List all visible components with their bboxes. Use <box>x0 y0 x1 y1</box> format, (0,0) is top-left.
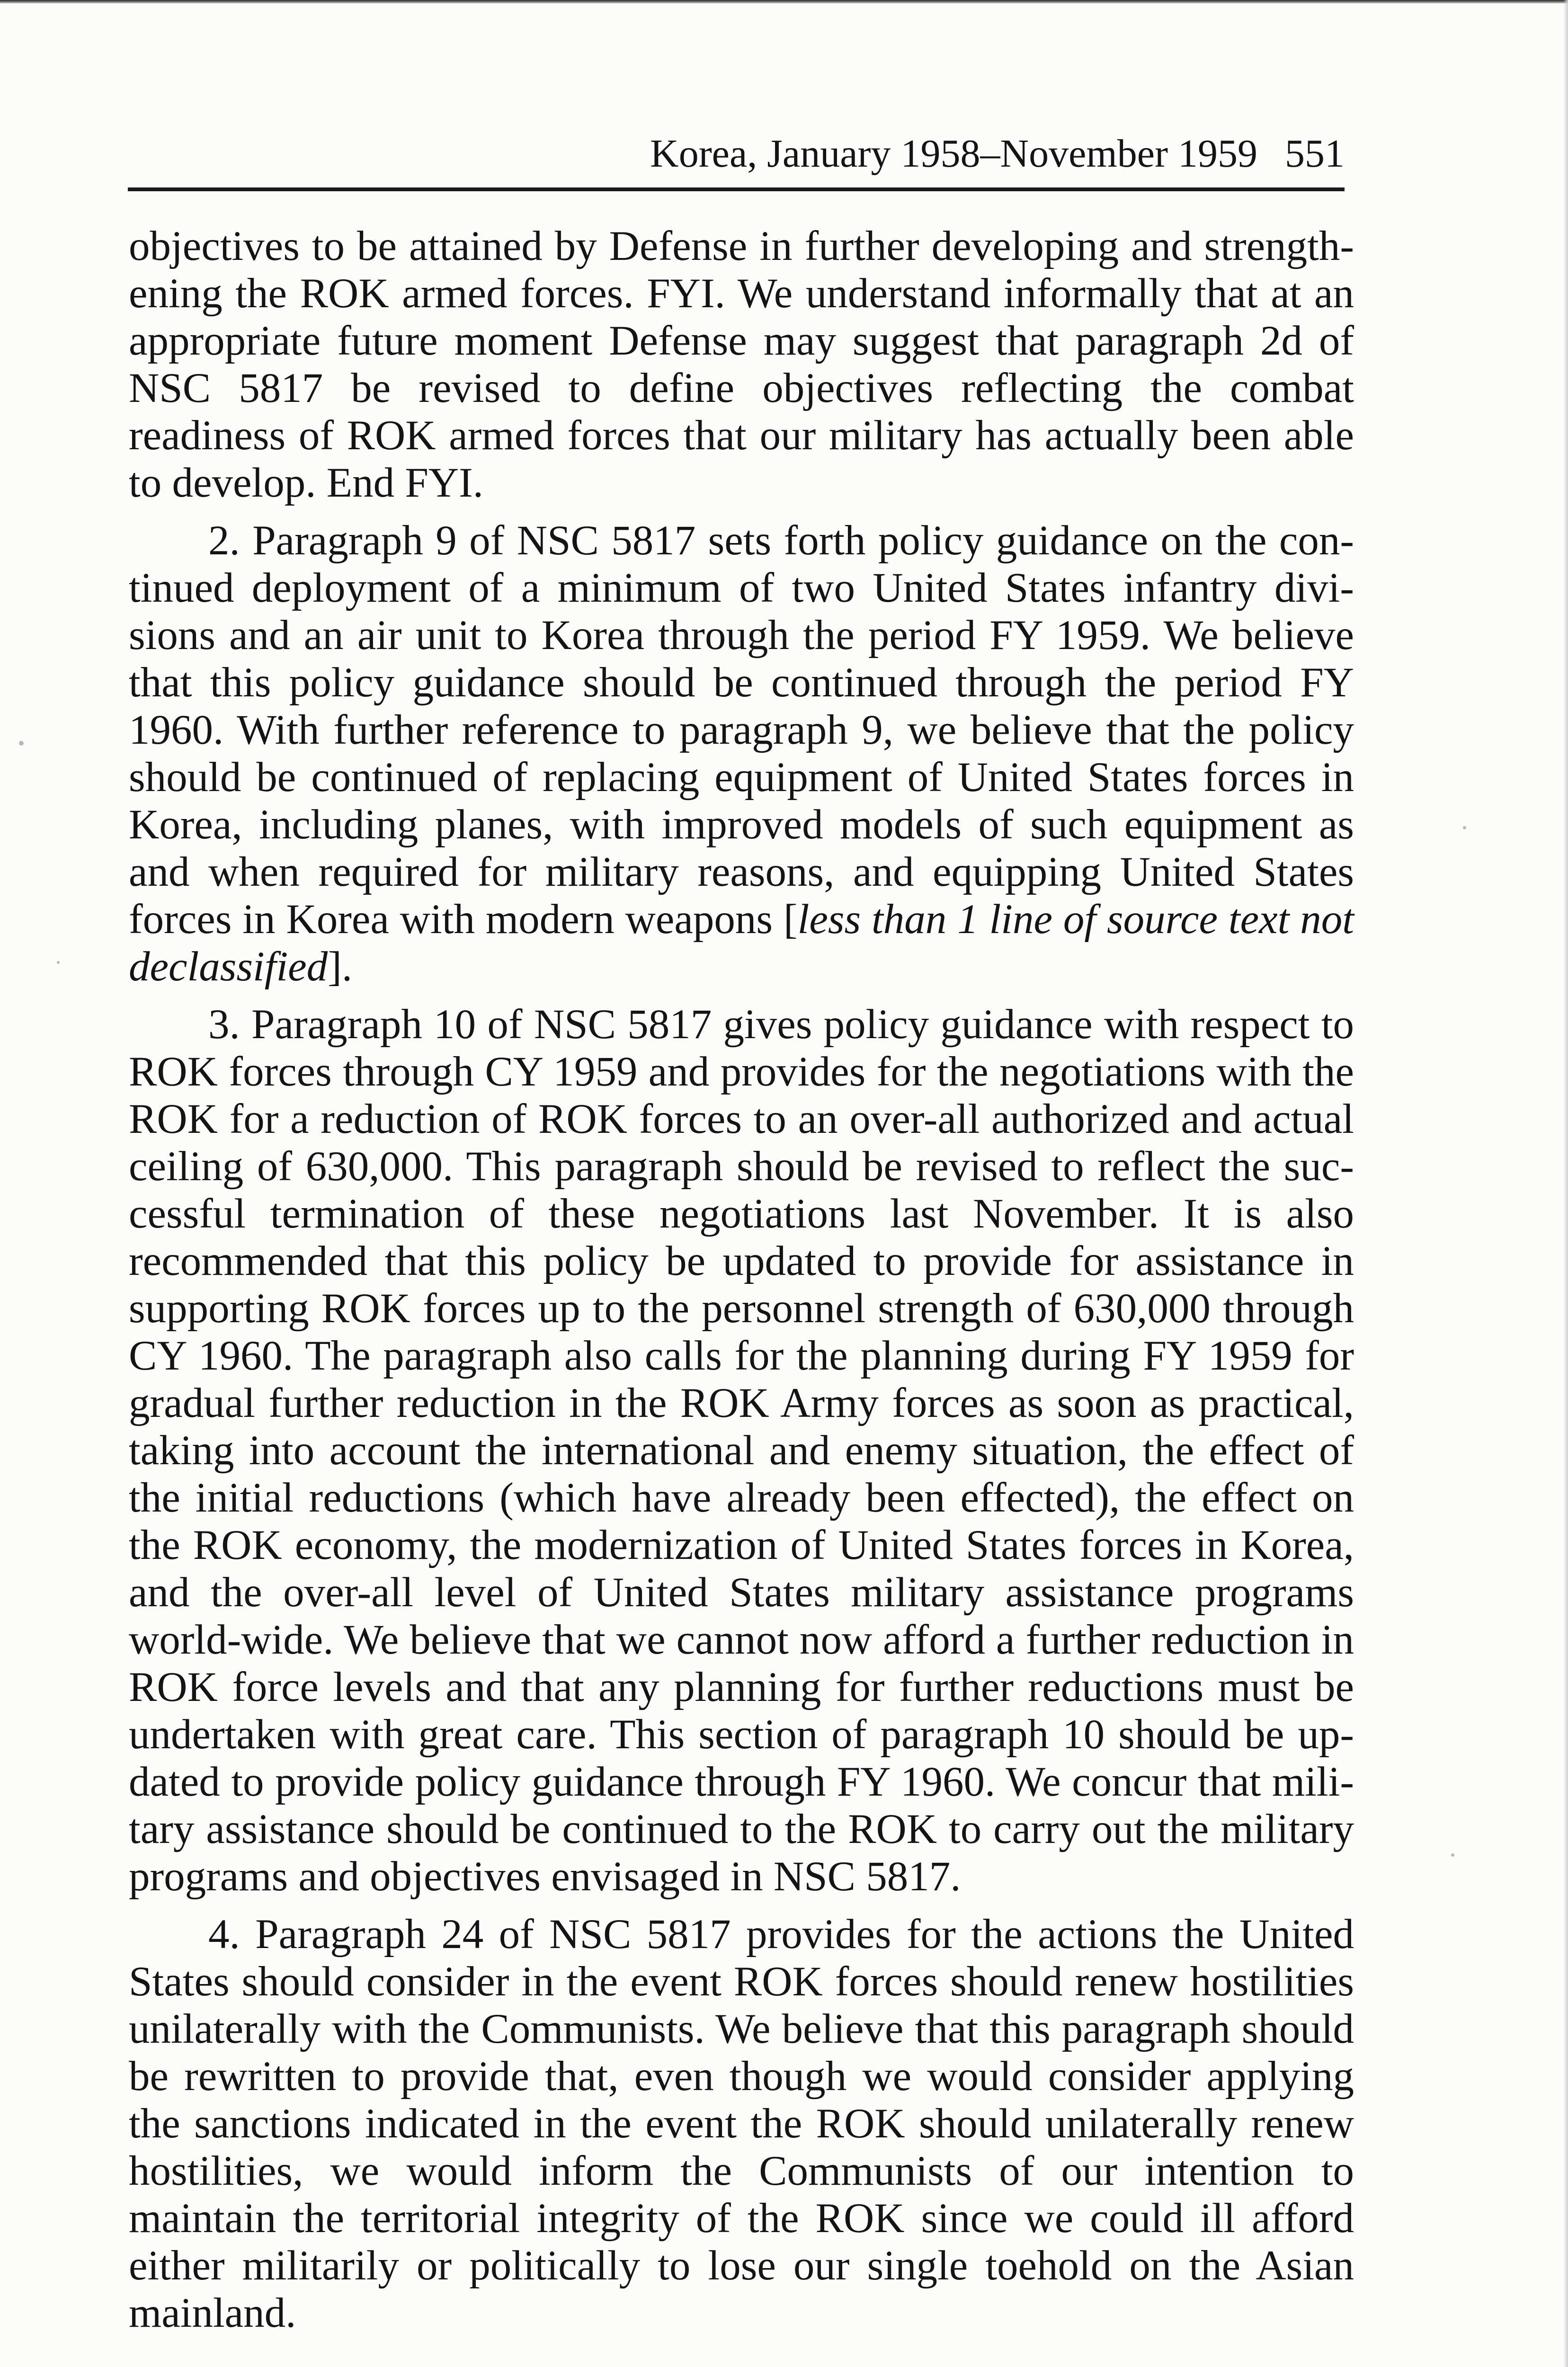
paragraph-4: 4. Paragraph 24 of NSC 5817 provides for the actions the United States should consider in the event ROK forces should renew hostilities unilaterally with the Communists. We believe that this paragraph should be rewritten to provide that, even though we would consider applying the sanctions indicated in the event the ROK should unilaterally renew hostilities, we would inform the Communists of our intention to maintain the territorial integrity of the ROK since we could ill afford either militarily or politically to lose our single toehold on the Asian mainland. <box>129 1911 1354 2336</box>
running-head <box>128 128 1345 180</box>
scan-speck <box>1463 826 1466 829</box>
scan-speck <box>19 741 24 746</box>
scan-speck <box>1451 1853 1454 1857</box>
paragraph-2 <box>129 517 1354 990</box>
scan-edge-right <box>1563 0 1568 2367</box>
running-head-title: Korea, January 1958–November 1959 <box>650 132 1257 176</box>
page-number: 551 <box>1285 132 1345 176</box>
paragraph-continuation: objectives to be attained by Defense in further developing and strengthening the ROK armed forces. FYI. We understand informally that at an appropriate future moment Defense may suggest that paragraph 2d of NSC 5817 be revised to define objectives reflecting the combat readiness of ROK armed forces that our military has actually been able to develop. End FYI. <box>129 223 1354 506</box>
paragraph-2-text: 2. Paragraph 9 of NSC 5817 sets forth policy guidance on the continued deployment of a minimum of two United States infantry divisions and an air unit to Korea through the period FY 1959. We believe that this policy guidance should be continued through the period FY 1960. With further reference to paragraph 9, we believe that the policy should be continued of replacing equipment of United States forces in Korea, including planes, with improved models of such equipment as and when required for military reasons, and equipping United States forces in Korea with modern weapons [ <box>129 517 1354 943</box>
paragraph-2-italic-note: less than 1 line of source text not declassified <box>129 896 1354 990</box>
paragraph-2-text-end: ]. <box>328 943 353 990</box>
scan-speck <box>57 961 60 964</box>
scan-edge-top <box>0 0 1568 4</box>
paragraph-3: 3. Paragraph 10 of NSC 5817 gives policy guidance with respect to ROK forces through CY 1959 and provides for the negotiations with the ROK for a reduction of ROK forces to an over-all authorized and actual ceiling of 630,000. This paragraph should be revised to reflect the successful termination of these negotiations last November. It is also recommended that this policy be updated to provide for assistance in supporting ROK forces up to the personnel strength of 630,000 through CY 1960. The paragraph also calls for the planning during FY 1959 for gradual further reduction in the ROK Army forces as soon as practical, taking into account the international and enemy situation, the effect of the initial reductions (which have already been effected), the effect on the ROK economy, the modernization of United States forces in Korea, and the over-all level of United States military assistance programs world-wide. We believe that we cannot now afford a further reduction in ROK force levels and that any planning for further reductions must be undertaken with great care. This section of paragraph 10 should be updated to provide policy guidance through FY 1960. We concur that military assistance should be continued to the ROK to carry out the military programs and objectives envisaged in NSC 5817. <box>129 1001 1354 1900</box>
body-text <box>129 222 1354 2347</box>
header-rule <box>128 187 1345 191</box>
